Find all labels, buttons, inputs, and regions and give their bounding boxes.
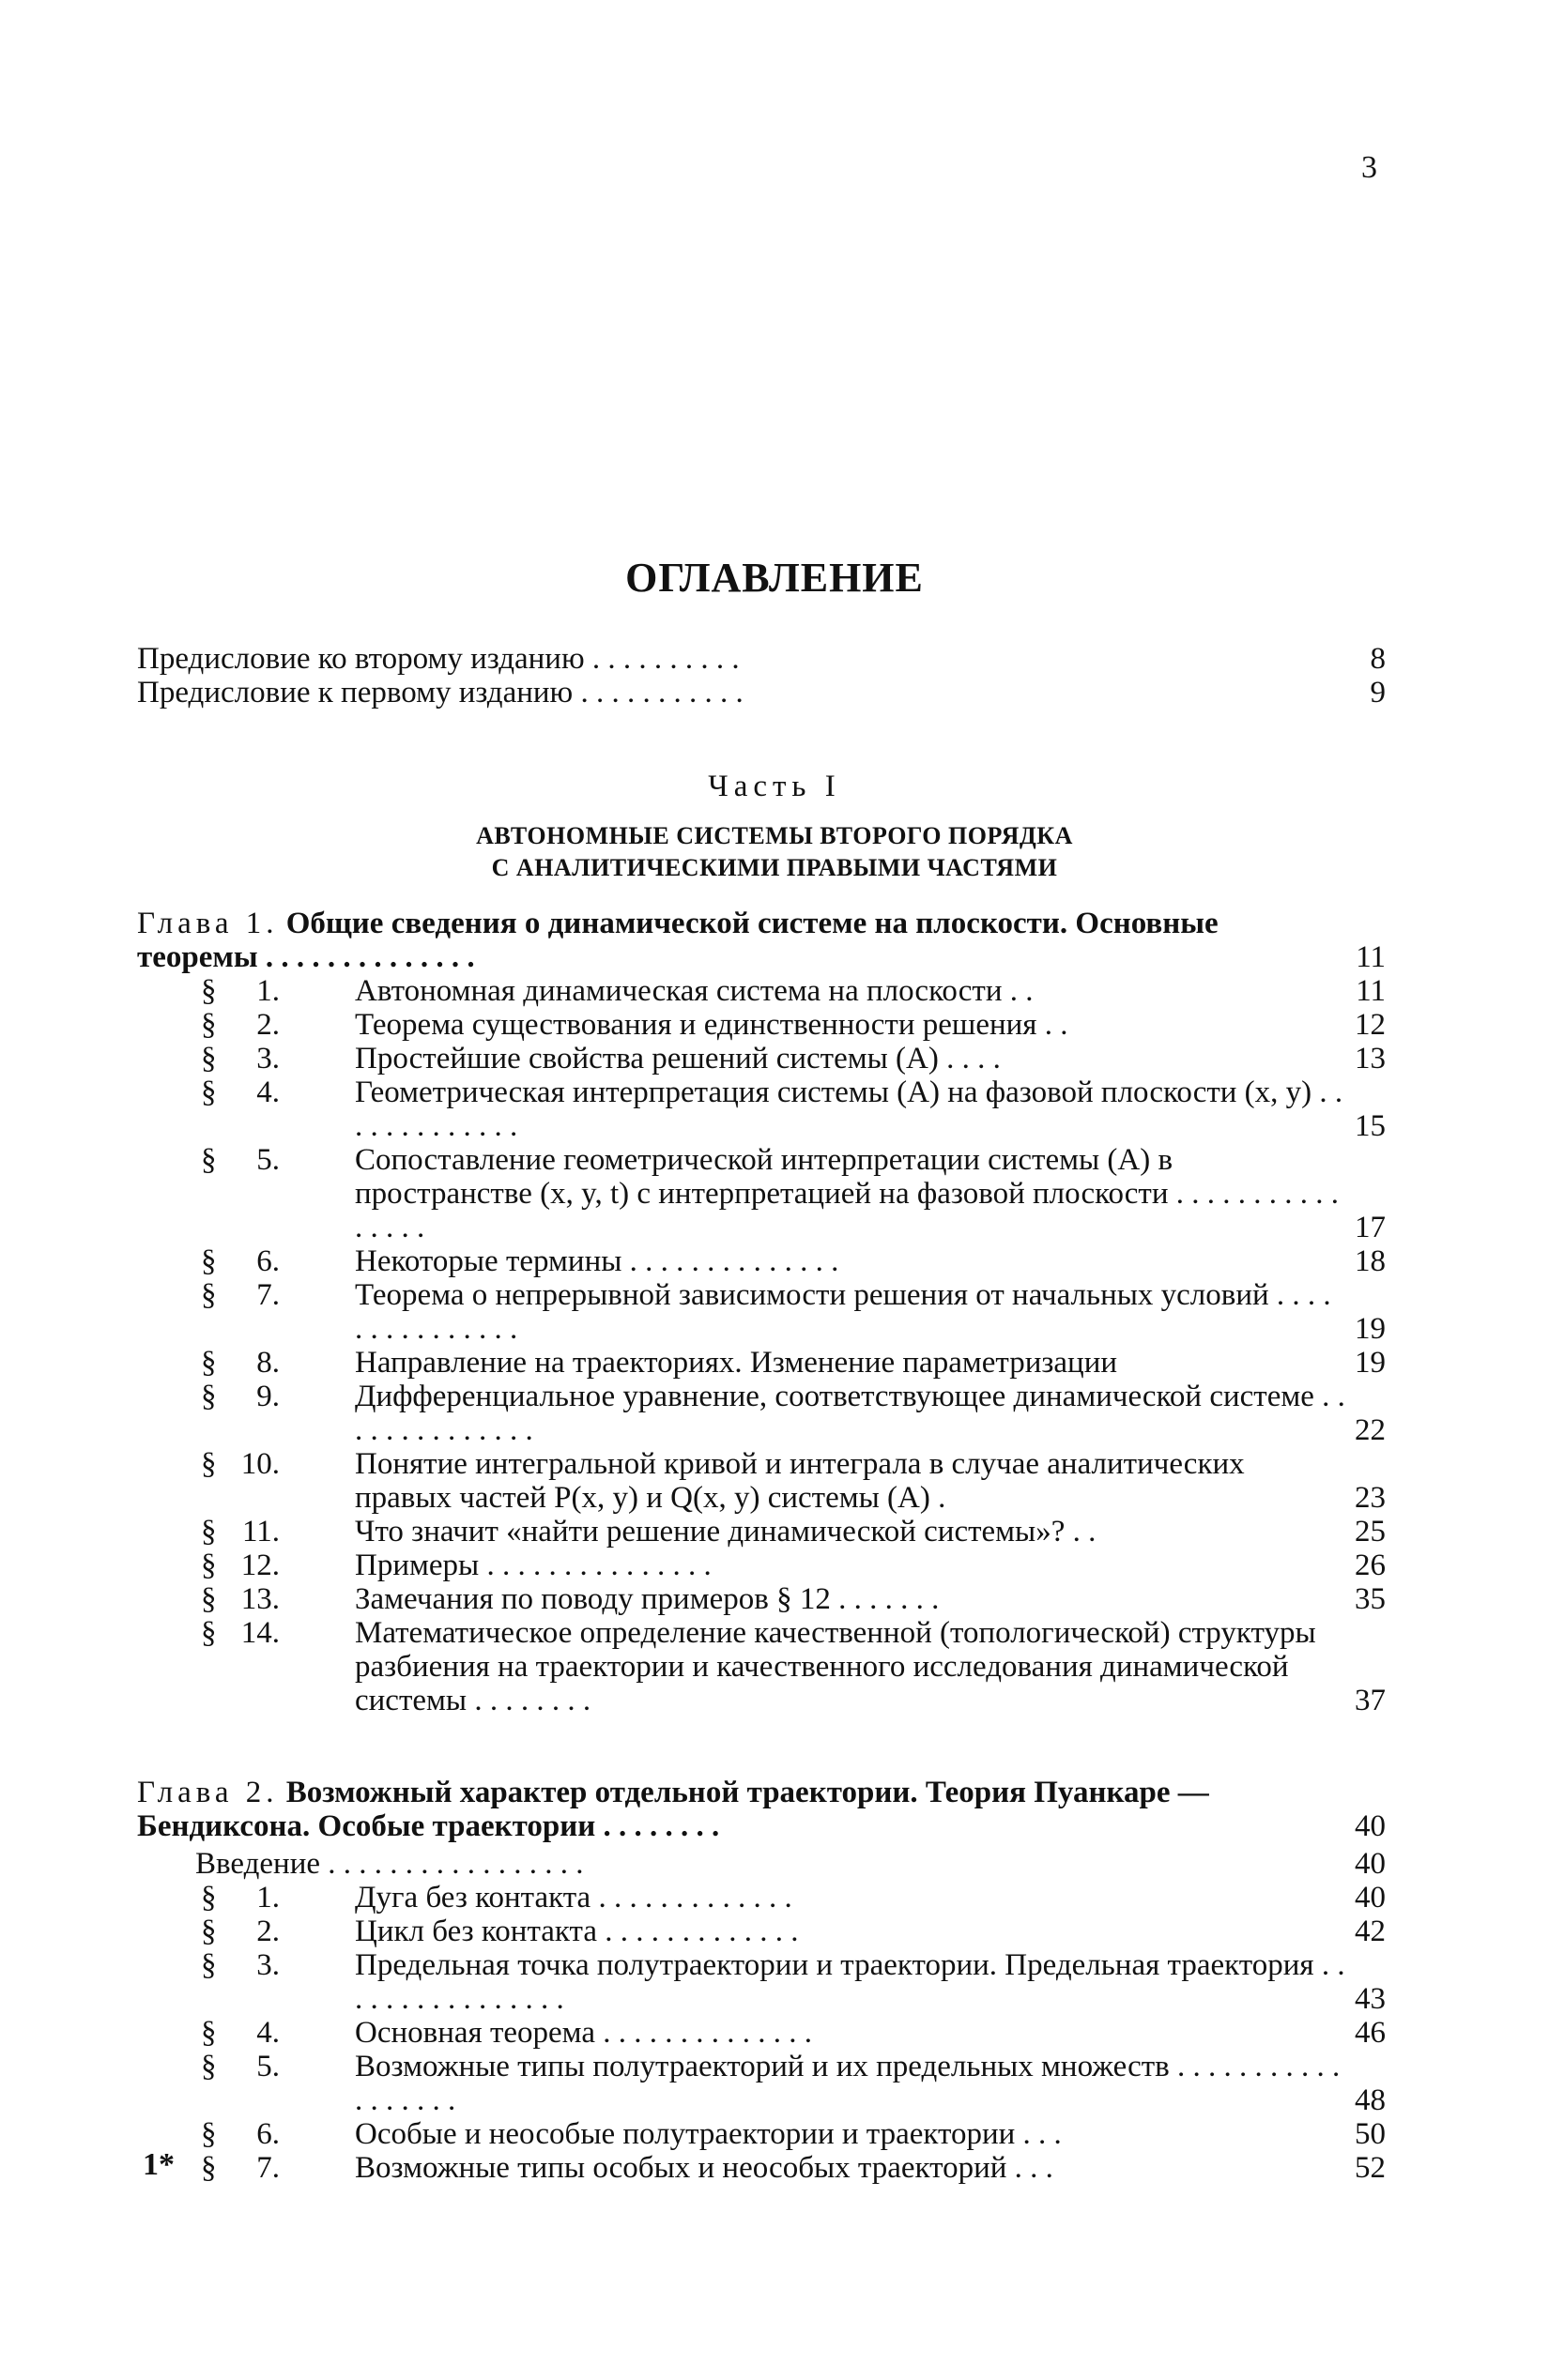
toc-section	[137, 1380, 1386, 1447]
section-number: 8.	[256, 1346, 280, 1380]
entry-text: Простейшие свойства решений системы (A) . . . .	[355, 1042, 1001, 1076]
section-symbol: §	[201, 1948, 217, 1982]
section-symbol: §	[201, 1008, 217, 1042]
entry-text: Дифференциальное уравнение, соответствующее динамической системе . . . . . . . . . . . . . .	[355, 1380, 1345, 1447]
entry-page: 37	[1355, 1684, 1386, 1717]
section-symbol: §	[201, 1616, 217, 1650]
section-number: 6.	[256, 2117, 280, 2151]
toc-section	[137, 974, 1386, 1008]
section-symbol: §	[201, 1143, 217, 1177]
toc-section	[137, 1948, 1386, 2016]
chapter-prefix: Глава 2.	[137, 1776, 279, 1809]
entry-text: Что значит «найти решение динамической системы»? . .	[355, 1515, 1097, 1549]
section-number: 4.	[256, 2016, 280, 2050]
section-number: 13.	[240, 1582, 280, 1616]
entry-text: Основная теорема . . . . . . . . . . . . . .	[355, 2016, 812, 2050]
entry-page: 26	[1355, 1549, 1386, 1582]
entry-page: 48	[1355, 2083, 1386, 2117]
chapter-title: Возможный характер отдельной траектории. Теория Пуанкаре — Бендиксона. Особые траектории . . . . . . . .	[137, 1776, 1209, 1843]
toc-section	[137, 1582, 1386, 1616]
section-symbol: §	[201, 1881, 217, 1915]
chapter-title: Общие сведения о динамической системе на плоскости. Основные теоремы . . . . . . . . . . . . . .	[137, 907, 1219, 974]
toc-section	[137, 2016, 1386, 2050]
toc-section	[137, 1143, 1386, 1244]
section-symbol: §	[201, 2117, 217, 2151]
section-number: 1.	[256, 974, 280, 1008]
entry-page: 15	[1355, 1109, 1386, 1143]
entry-page: 11	[1356, 974, 1386, 1008]
toc-section	[137, 2050, 1386, 2117]
entry-text: Сопоставление геометрической интерпретации системы (A) в пространстве (x, y, t) с интерпретацией на фазовой плоскости . . . . . . . . . . . . . . . .	[355, 1143, 1340, 1244]
toc-section	[137, 1549, 1386, 1582]
toc-section	[137, 1076, 1386, 1143]
entry-page: 17	[1355, 1211, 1386, 1244]
entry-page: 11	[1356, 940, 1386, 974]
entry-text: Примеры . . . . . . . . . . . . . . .	[355, 1549, 712, 1582]
page-number: 3	[1361, 150, 1377, 185]
section-number: 10.	[240, 1447, 280, 1481]
section-symbol: §	[201, 1515, 217, 1549]
section-symbol: §	[201, 1346, 217, 1380]
entry-text: Возможные типы особых и неособых траекторий . . .	[355, 2151, 1053, 2185]
section-number: 14.	[240, 1616, 280, 1650]
section-number: 6.	[256, 1244, 280, 1278]
section-number: 5.	[256, 2050, 280, 2083]
entry-text: Некоторые термины . . . . . . . . . . . . . .	[355, 1244, 839, 1278]
entry-page: 18	[1355, 1244, 1386, 1278]
entry-page: 8	[1370, 642, 1386, 676]
entry-text: Автономная динамическая система на плоскости . .	[355, 974, 1034, 1008]
section-number: 12.	[240, 1549, 280, 1582]
entry-text: Цикл без контакта . . . . . . . . . . . . .	[355, 1915, 799, 1948]
entry-page: 46	[1355, 2016, 1386, 2050]
toc-section	[137, 1008, 1386, 1042]
section-symbol: §	[201, 2050, 217, 2083]
part-title-line1: АВТОНОМНЫЕ СИСТЕМЫ ВТОРОГО ПОРЯДКА	[476, 822, 1073, 849]
entry-text: Предисловие ко второму изданию . . . . . . . . . .	[137, 642, 740, 676]
section-number: 7.	[256, 2151, 280, 2185]
section-symbol: §	[201, 1582, 217, 1616]
toc-section	[137, 1346, 1386, 1380]
entry-page: 52	[1355, 2151, 1386, 2185]
section-symbol: §	[201, 974, 217, 1008]
entry-page: 9	[1370, 676, 1386, 709]
section-number: 2.	[256, 1915, 280, 1948]
entry-text: Математическое определение качественной (топологической) структуры разбиения на траектории и качественного исследования динамической системы . . . . . . . .	[355, 1616, 1316, 1717]
entry-text: Теорема о непрерывной зависимости решения от начальных условий . . . . . . . . . . . . . . .	[355, 1278, 1331, 1346]
section-symbol: §	[201, 1244, 217, 1278]
toc-section	[137, 1881, 1386, 1915]
section-symbol: §	[201, 1380, 217, 1413]
chapter-1-sections	[137, 974, 1386, 1717]
entry-page: 12	[1355, 1008, 1386, 1042]
entry-text: Направление на траекториях. Изменение параметризации	[355, 1346, 1118, 1380]
entry-page: 23	[1355, 1481, 1386, 1515]
entry-text: Геометрическая интерпретация системы (A) на фазовой плоскости (x, y) . . . . . . . . . . . . .	[355, 1076, 1343, 1143]
section-number: 5.	[256, 1143, 280, 1177]
toc-chapter-1	[137, 907, 1386, 974]
toc-section	[137, 2151, 1386, 2185]
toc-section	[137, 1042, 1386, 1076]
entry-page: 43	[1355, 1982, 1386, 2016]
toc-section	[137, 1447, 1386, 1515]
section-symbol: §	[201, 2016, 217, 2050]
toc-section	[137, 1915, 1386, 1948]
entry-page: 42	[1355, 1915, 1386, 1948]
toc-entry-preface-2	[137, 642, 1386, 676]
section-symbol: §	[201, 1549, 217, 1582]
entry-page: 40	[1355, 1847, 1386, 1881]
chapter-prefix: Глава 1.	[137, 907, 279, 940]
section-number: 3.	[256, 1042, 280, 1076]
section-number: 9.	[256, 1380, 280, 1413]
entry-text: Предисловие к первому изданию . . . . . . . . . . .	[137, 676, 744, 709]
entry-page: 50	[1355, 2117, 1386, 2151]
sheet-signature-mark: 1*	[143, 2147, 175, 2182]
section-symbol: §	[201, 1278, 217, 1312]
section-symbol: §	[201, 2151, 217, 2185]
entry-page: 19	[1355, 1312, 1386, 1346]
chapter-2-sections	[137, 1881, 1386, 2185]
section-symbol: §	[201, 1447, 217, 1481]
entry-text: Теорема существования и единственности решения . .	[355, 1008, 1068, 1042]
toc-entry-preface-1	[137, 676, 1386, 709]
part-label: Часть I	[708, 770, 841, 803]
entry-page: 22	[1355, 1413, 1386, 1447]
section-symbol: §	[201, 1042, 217, 1076]
entry-text: Предельная точка полутраектории и траектории. Предельная траектория . . . . . . . . . . . . . . . .	[355, 1948, 1345, 2016]
entry-page: 40	[1355, 1881, 1386, 1915]
entry-text: Возможные типы полутраекторий и их предельных множеств . . . . . . . . . . . . . . . . . .	[355, 2050, 1341, 2117]
toc-chapter-2	[137, 1776, 1386, 1843]
section-number: 2.	[256, 1008, 280, 1042]
entry-text: Дуга без контакта . . . . . . . . . . . . .	[355, 1881, 792, 1915]
section-number: 3.	[256, 1948, 280, 1982]
section-number: 7.	[256, 1278, 280, 1312]
part-title	[0, 820, 1549, 884]
section-number: 4.	[256, 1076, 280, 1109]
section-symbol: §	[201, 1915, 217, 1948]
toc-entry-intro	[137, 1847, 1386, 1881]
entry-text: Введение . . . . . . . . . . . . . . . . .	[195, 1847, 584, 1881]
toc-chapters	[137, 907, 1386, 2185]
section-symbol: §	[201, 1076, 217, 1109]
toc-section	[137, 1515, 1386, 1549]
table-of-contents	[137, 642, 1386, 709]
entry-text: Понятие интегральной кривой и интеграла в случае аналитических правых частей P(x, y) и Q(x, y) системы (A) .	[355, 1447, 1245, 1515]
entry-page: 35	[1355, 1582, 1386, 1616]
entry-page: 13	[1355, 1042, 1386, 1076]
toc-section	[137, 2117, 1386, 2151]
entry-page: 19	[1355, 1346, 1386, 1380]
toc-title: ОГЛАВЛЕНИЕ	[625, 555, 924, 601]
section-number: 1.	[256, 1881, 280, 1915]
entry-text: Замечания по поводу примеров § 12 . . . . . . .	[355, 1582, 940, 1616]
entry-page: 25	[1355, 1515, 1386, 1549]
toc-section	[137, 1616, 1386, 1717]
toc-section	[137, 1244, 1386, 1278]
section-number: 11.	[241, 1515, 280, 1549]
part-title-line2: С АНАЛИТИЧЕСКИМИ ПРАВЫМИ ЧАСТЯМИ	[491, 854, 1058, 881]
toc-section	[137, 1278, 1386, 1346]
entry-text: Особые и неособые полутраектории и траектории . . .	[355, 2117, 1062, 2151]
entry-page: 40	[1355, 1809, 1386, 1843]
